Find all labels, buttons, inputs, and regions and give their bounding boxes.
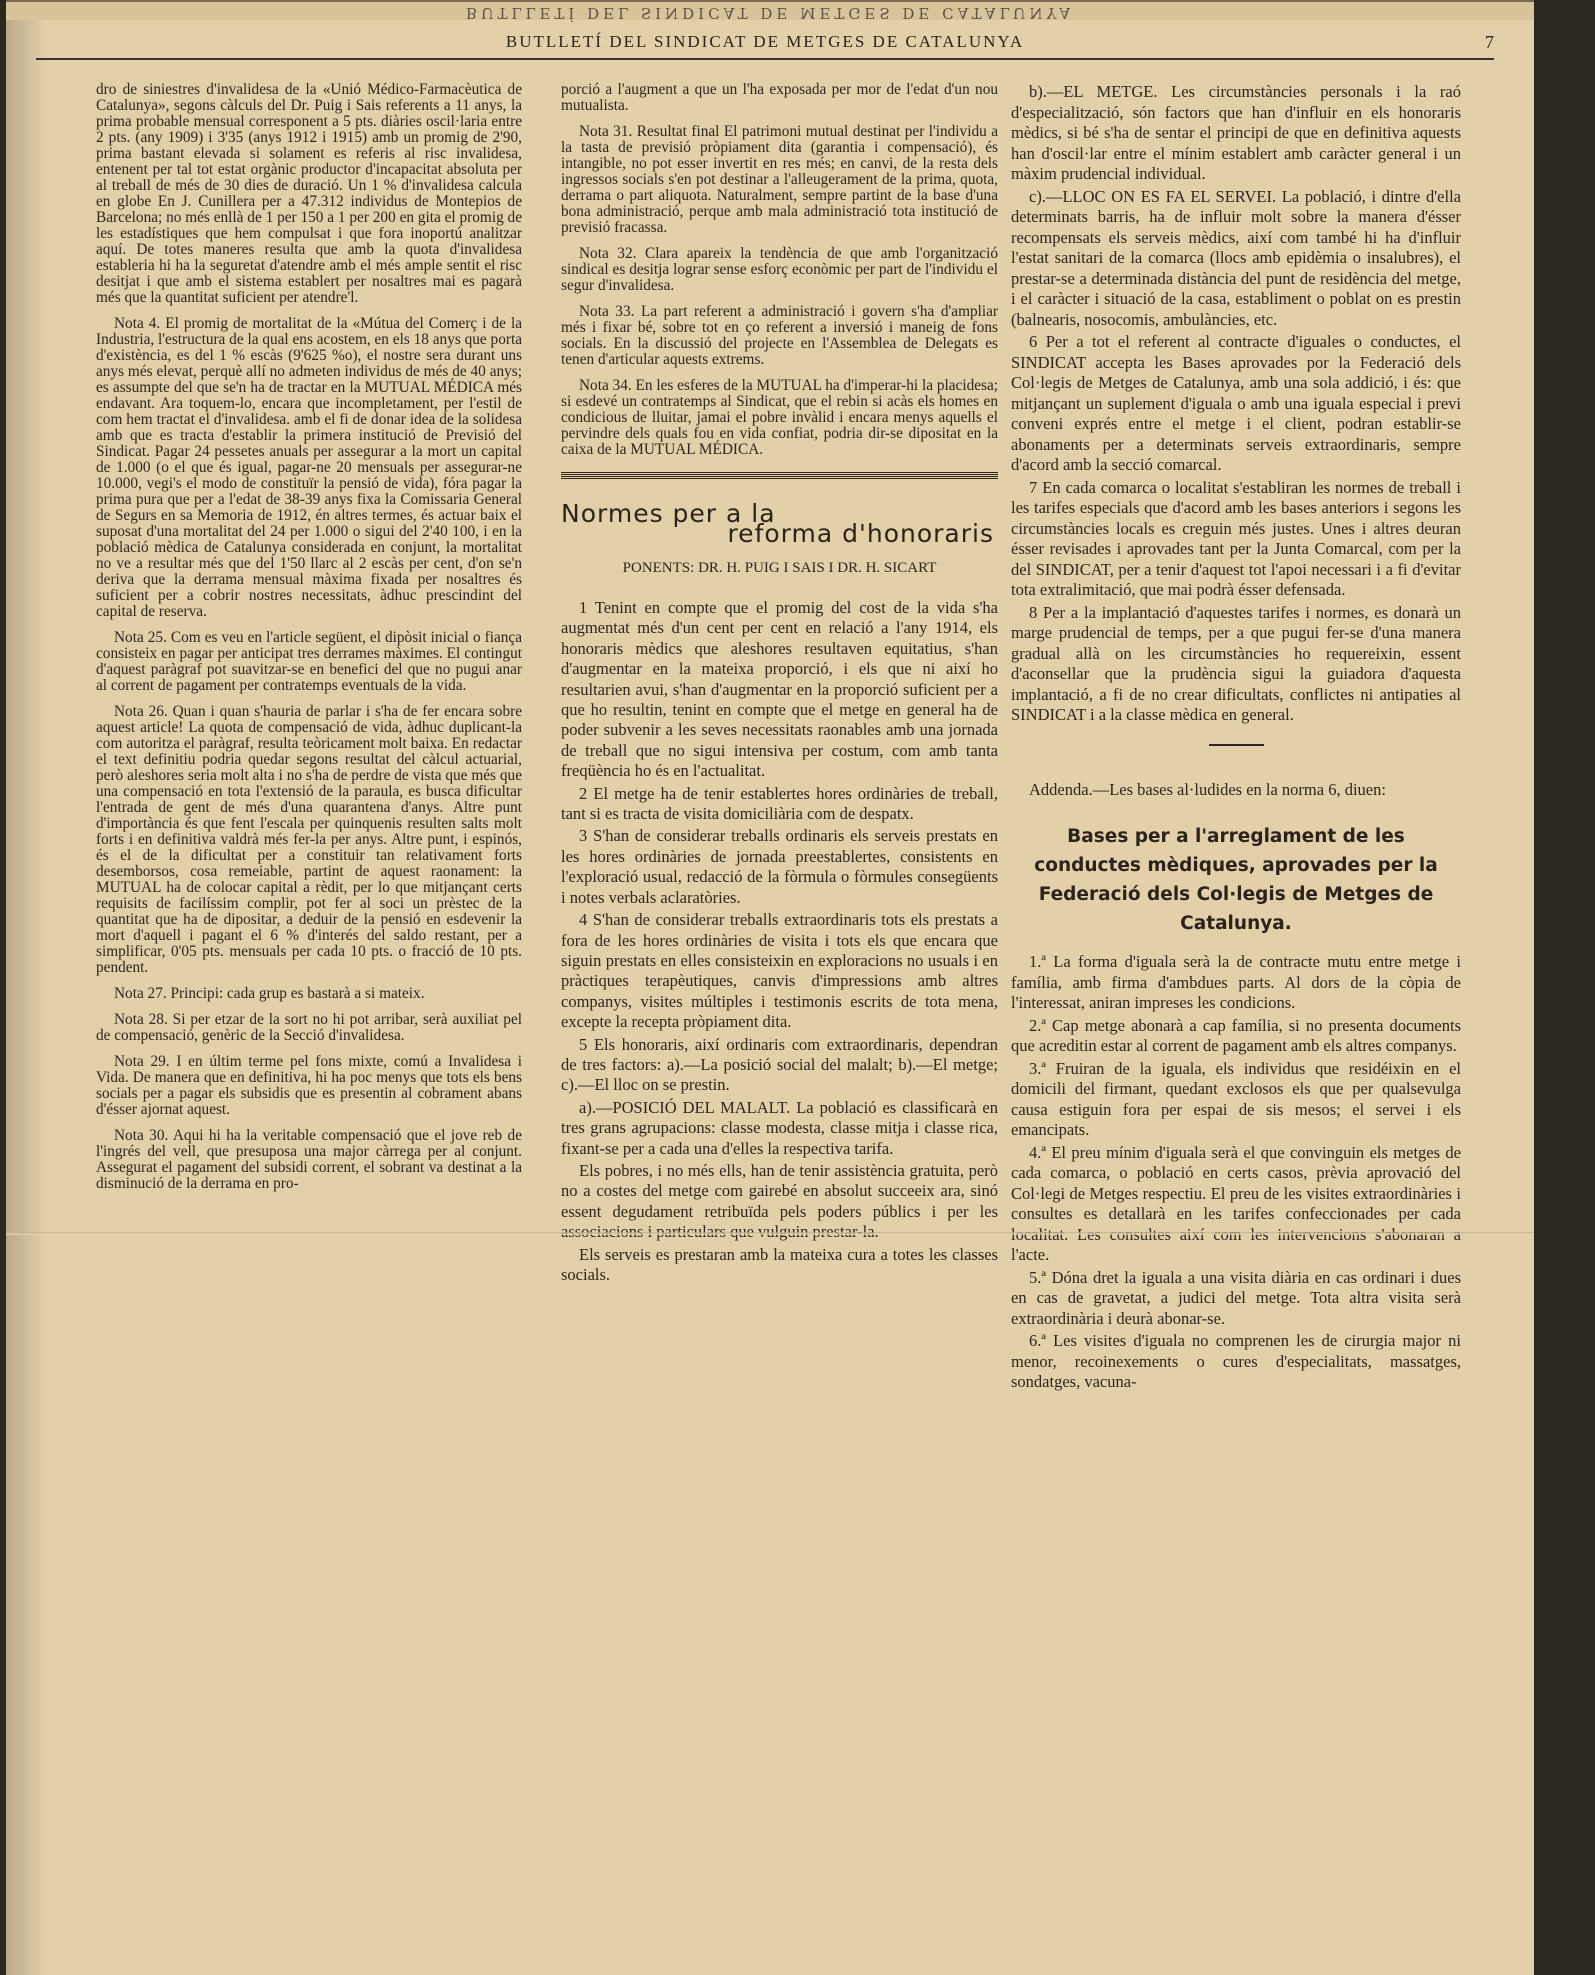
previous-page-strip: BUTLLETÍ DEL SINDICAT DE METGES DE CATALUNYA [6, 0, 1534, 20]
page-number: 7 [1485, 32, 1494, 52]
notes-paragraph: Nota 29. I en últim terme pel fons mixte, comú a Invalidesa i Vida. De manera que en definitiva, hi ha poc menys que tots els bens socials per a pagar els subsidis que es presentin al cobrament abans d'ésser ajornat aquest. [96, 1053, 522, 1118]
norma-paragraph: 1 Tenint en compte que el promig del cost de la vida s'ha augmentat més d'un cent per cent en relació a l'any 1914, els honoraris mèdics que aleshores resultaven equitatius, s'han d'augmentar en la mateixa proporció, i els que ni així ho resultarien avui, s'han d'augmentar en la proporció suficient per a que ho resultin, tenint en compte que el metge en general ha de poder subvenir a les seves necessitats raonables amb una jornada de treball que no sigui intensiva per costum, com amb tanta freqüència ho és en l'actualitat. [561, 598, 998, 781]
base-paragraph: 5.ª Dóna dret la iguala a una visita diària en cas ordinari i dues en cas de gravetat, a judici del metge. Tota altra visita serà extraordinària i deurà abonar-se. [1011, 1267, 1461, 1328]
norma-paragraph: Els serveis es prestaran amb la mateixa cura a totes les classes socials. [561, 1244, 998, 1284]
norma-paragraph: 2 El metge ha de tenir establertes hores ordinàries de treball, tant si es tracta de visita domiciliària com de despatx. [561, 783, 998, 824]
short-divider [1209, 744, 1264, 746]
notes-paragraph: Nota 4. El promig de mortalitat de la «Mútua del Comerç i de la Industria, l'estructura de la qual ens acostem, en els 18 anys que porta d'existència, es del 1 % escàs (9'625 %o), el nostre sera durant uns anys més elevat, perquè allí no admeten individus de més de 40 anys; es assumpte del que se'n ha de tractar en la MUTUAL MÉDICA més endavant. Ara toquem-lo, encara que incompletament, per l'estil de com hem tractat el d'invalidesa. amb el fi de donar idea de la solidesa amb que es tracta d'establir la primera institució de Previsió del Sindicat. Pagar 24 pessetes anuals per assegurar a la mort un capital de 1.000 (o el que és igual, pagar-ne 20 mensuals per assegurar-ne 10.000, vegi's el modo de constituïr la pensió de vida), fóra pagar la prima pura que per a l'edat de 38-39 anys fixa la Comissaria General de Segurs en sa Memoria de 1912, én altres termes, és actuar baix el suposat d'una mortalitat del 24 per 1.000 o sigui del 2'40 100, i en la població mèdica de Catalunya considerada en conjunt, la mortalitat no ve a resultar més que del 1'50 llarc al 2 escàs per cent, d'on se'n deriva que la derrama mensual màxima fixada per nosaltres és suficient per a cobrir nostres necessitats, àdhuc prescindint del capital de reserva. [96, 315, 522, 620]
newspaper-page [6, 0, 1534, 1975]
norma-paragraph: Els pobres, i no més ells, han de tenir assistència gratuita, però no a costes del metge com gairebé en absolut succeeix ara, sinó essent degudament retribuïda pels poders públics i per les [561, 1160, 998, 1221]
norma-paragraph: 5 Els honoraris, així ordinaris com extraordinaris, dependran de tres factors: a).—La posició social del malalt; b).—El metge; c).—El lloc on se prestin. [561, 1034, 998, 1095]
bases-heading: Bases per a l'arreglament de les conductes mèdiques, aprovades per la Federació dels Col·legis de Metges de Catalunya. [1034, 826, 1438, 934]
norma-paragraph: c).—LLOC ON ES FA EL SERVEI. La població, i dintre d'ella determinats barris, ha de influir molt sobre la manera d'ésser recompensats els serveis mèdics, així com també hi ha d'influir l'estat sanitari de la comarca (llocs amb epidèmia o insalubres), el prestar-se a determinada distància del punt de residència del metge, i el caràcter i situació de la casa, establiment o poblat on es prestin (balnearis, nosocomis, ambulàncies, etc. [1011, 186, 1461, 329]
notes-paragraph: Nota 27. Principi: cada grup es bastarà a si mateix. [114, 985, 425, 1002]
section-divider [561, 472, 998, 480]
right-column [1011, 82, 1461, 1395]
addenda-paragraph: Addenda.—Les bases al·ludides en la norma 6, diuen: [1029, 779, 1386, 799]
left-column [96, 82, 522, 1202]
notes-paragraph: Nota 26. Quan i quan s'hauria de parlar i s'ha de fer encara sobre aquest article! La quota de compensació de vida, àdhuc duplicant-la com autoritza el paràgraf, resulta teòricament molt baixa. En redactar el text definitiu podria quedar segons resultat del càlcul actuarial, però aleshores seria molt alta i no s'ha de perdre de vista que més que una compensació en tota l'extensió de la paraula, es busca dificultar l'entrada de gent de més d'una quarantena d'anys. Altre punt d'importància és que fent l'escala per quinquenis resulten salts molt forts i en definitiva valdrà més fer-la per anys. Altre punt, i espinós, és el de la dificultat per a constituir tan relativament forts desemborsos, cosa remeiable, partint de aquest raonament: la MUTUAL ha de colocar capital a rèdit, per lo que mitjançant certs requisits de facilíssim complir, pot fer al soci un prèstec de la quantitat que ha de dipositar, a deduir de la pensió en esdevenir la mort d'aquell i pagant el 6 % d'interés del saldo restant, per a simplificar, 0'05 pts. mensuals per cada 10 pts. o fracció de 10 pts. pendent. [96, 703, 522, 976]
norma-paragraph: a).—POSICIÓ DEL MALALT. La població es classificarà en tres grans agrupacions: classe modesta, classe mitja i classe rica, fixant-se per a cada una d'elles la respectiva tarifa. [561, 1097, 998, 1158]
notes-paragraph: Nota 25. Com es veu en l'article següent, el dipòsit inicial o fiança consisteix en pagar per anticipat tres derrames màximes. El contingut d'aquest paràgraf pot suavitzar-se en benefici del que no pugui anar al corrent de pagament per contratemps eventuals de la vida. [96, 629, 522, 694]
notes-paragraph: Nota 30. Aqui hi ha la veritable compensació que el jove reb de l'ingrés del vell, que presuposa una major càrrega per al conjunt. Assegurat el pagament del subsidi corrent, el sobrant va destinat a la disminució de la derrama en pro- [96, 1127, 522, 1192]
journal-title: BUTLLETÍ DEL SINDICAT DE METGES DE CATALUNYA [505, 32, 1025, 51]
norma-paragraph: 7 En cada comarca o localitat s'establiran les normes de treball i les tarifes especials que d'acord amb les bases anteriors i segons les circumstàncies locals es creguin més justes. Unes i altres deuran ésser revisades i aprovades tant per la Junta Comarcal, com per la del SINDICAT, per a tenir d'aquest tot l'apoi necessari i a fi d'evitar tota extralimitació, que mai podrà ésser defensada. [1011, 477, 1461, 599]
norma-paragraph: 6 Per a tot el referent al contracte d'iguales o conductes, el SINDICAT accepta les Bases aprovades por la Federació dels Col·legis de Metges de Catalunya, amb una sola addició, i és: que mitjançant un suplement d'iguala o amb una iguala especial i previ conveni exprés entre el metge i el client, podran establir-se abonaments per a determinats serveis extraordinaris, sempre d'acord amb la secció comarcal. [1011, 332, 1461, 474]
notes-paragraph: dro de siniestres d'invalidesa de la «Unió Médico-Farmacèutica de Catalunya», segons càlculs del Dr. Puig i Sais referents a 11 anys, la prima probable mensual corresponent a 5 pts. diàries oscil·laria entre 2 pts. (any 1909) i 3'35 (anys 1912 i 1915) amb un promig de 2'90, prima bastant elevada si solament es referis al risc invalidesa, entenent per tal tot estat orgànic productor d'incapacitat absoluta per al treball de més de 30 dies de duració. Un 1 % d'invalidesa calcula en globe En J. Cunillera per a 47.312 individus de Montepios de Barcelona; no més enllà de 1 per 150 a 1 per 200 en gita el promig de les estadístiques que hem compulsat i que fora inoportú analitzar aquí. De totes maneres resulta que amb la quota d'invalidesa estableria hi ha la seguretat d'atendre amb el més ample sentit el risc desitjat i que amb el sistema establert per nosaltres mai es pagarà més que la quantitat suficient per atendre'l. [96, 81, 522, 306]
norma-paragraph: 4 S'han de considerar treballs extraordinaris tots els prestats a fora de les hores ordinàries de visita i tots els que encara que siguin prestats en elles consisteixin en exploracions no usuals i en pràctiques terapèutiques, canvis d'impressions amb altres companys, visites múltiples i testimonis escrits de tota mena, excepte la recepta pròpiament dita. [561, 910, 998, 1032]
normes-body [561, 598, 998, 1285]
notes-paragraph: porció a l'augment a que un l'ha exposada per mor de l'edat d'un nou mutualista. [561, 81, 998, 114]
middle-column [561, 82, 998, 1287]
ponents-byline: PONENTS: DR. H. PUIG I SAIS I DR. H. SICART [622, 560, 937, 576]
running-head [36, 28, 1494, 60]
base-paragraph: 4.ª El preu mínim d'iguala serà el que convinguin els metges de cada comarca, o població en certs casos, prèvia aprovació del Col·legi de Metges respectiu. El preu de les visites extraordinàries i consultes es detallarà en les tarifes confeccionades per cada l'acte. [1011, 1142, 1461, 1264]
norma-paragraph: b).—EL METGE. Les circumstàncies personals i la raó d'especialització, són factors que han d'influir en els honoraris mèdics, si bé s'ha de sentar el principi de que en definitiva aquests han d'oscil·lar entre el mínim establert amb caràcter general i un màxim prudencial individual. [1011, 82, 1461, 183]
notes-paragraph: Nota 31. Resultat final El patrimoni mutual destinat per l'individu a la tasta de previsió pròpiament dita (garantia i compensació), és intangible, no pot esser invertit en res més; en canvi, de la resta dels ingressos socials s'en pot destinar a l'alleugerament de la prima, quota, derrama o part aliquota. Naturalment, sempre partint de la base d'una bona administració, perque amb mala administració tota institució de previsió fracassa. [561, 123, 998, 236]
paper-fold-line [6, 1232, 1534, 1235]
norma-paragraph: 3 S'han de considerar treballs ordinaris els serveis prestats en les hores ordinàries de jornada preestablertes, consistents en l'exploració usual, redacció de la fòrmula o fòrmules consegüents i notes verbals aclaratòries. [561, 826, 998, 907]
norma-paragraph: 8 Per a la implantació d'aquestes tarifes i normes, es donarà un marge prudencial de temps, per a que pugui fer-se d'una manera gradual allà on les circumstàncies ho requereixin, essent d'aconsellar que la prudència sigui la guiadora d'aquesta implantació, a fi de no crear dificultats, conflictes ni antipaties al SINDICAT i a la classe mèdica en general. [1011, 602, 1461, 724]
base-paragraph: 6.ª Les visites d'iguala no comprenen les de cirurgia major ni menor, recoinexements o cures d'especialitats, massatges, sondatges, vacuna- [1011, 1331, 1461, 1391]
notes-paragraph: Nota 32. Clara apareix la tendència de que amb l'organització sindical es desitja lograr sense esforç econòmic per part de l'individu el segur d'invalidesa. [561, 245, 998, 294]
left-edge-shadow [6, 0, 46, 1975]
base-paragraph: 1.ª La forma d'iguala serà la de contracte mutu entre metge i família, amb firma d'ambdues parts. Al dors de la còpia de l'interessat, aniran impreses les condicions. [1011, 952, 1461, 1012]
notes-paragraph: Nota 28. Si per etzar de la sort no hi pot arribar, serà auxiliat pel de compensació, genèric de la Secció d'invalidesa. [96, 1011, 522, 1044]
notes-paragraph: Nota 34. En les esferes de la MUTUAL ha d'imperar-hi la placidesa; si esdevé un contratemps al Sindicat, que el rebin si acàs els homes en condicious de lluitar, jamai el pobre invàlid i encara menys aquells el pervindre dels quals fou en vida confiat, podria dir-se dipositat en la caixa de la MUTUAL MÉDICA. [561, 377, 998, 458]
section-heading-line2: reforma d'honoraris [727, 519, 994, 548]
base-paragraph: 2.ª Cap metge abonarà a cap família, si no presenta documents que acreditin estar al corrent de pagament amb els altres companys. [1011, 1015, 1461, 1055]
section-heading-line1: Normes per a la [561, 499, 776, 528]
notes-paragraph: Nota 33. La part referent a administració i govern s'ha d'ampliar més i fixar bé, sobre tot en ço referent a inversió i maneig de fons socials. En la discussió del projecte en l'Assemblea de Delegats es tenen d'articular aquests extrems. [561, 303, 998, 368]
base-paragraph: 3.ª Fruiran de la iguala, els individus que residéixin en el domicili del firmant, quedant exclosos els que per qualsevulga causa estiguin fora per espai de sis mesos; el servei i els emancipats. [1011, 1058, 1461, 1139]
